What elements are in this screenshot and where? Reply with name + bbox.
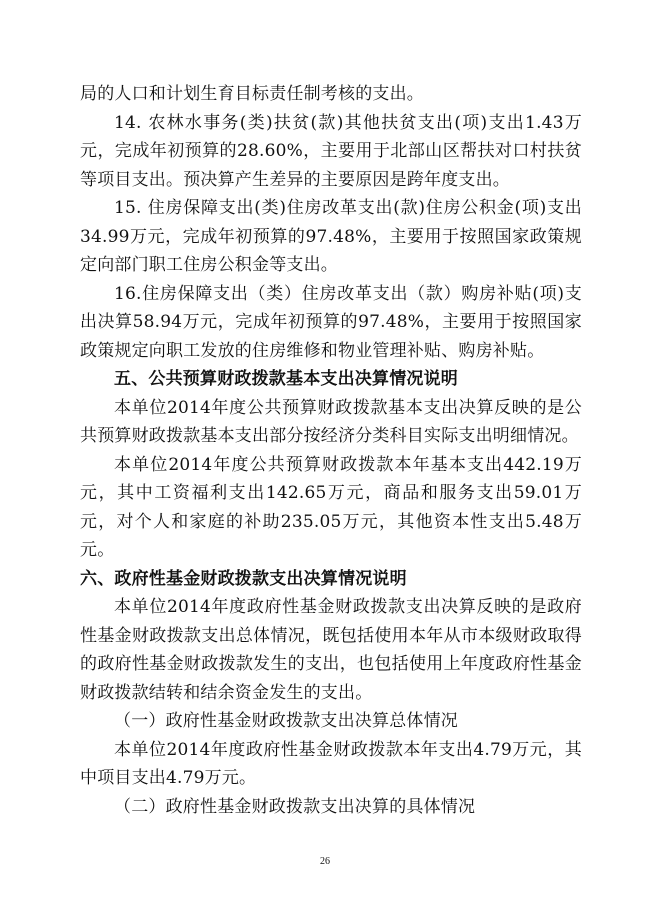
paragraph-item-14: 14. 农林水事务(类)扶贫(款)其他扶贫支出(项)支出1.43万元，完成年初预算的28.60%，主要用于北部山区帮扶对口村扶贫等项目支出。预决算产生差异的主要原因是跨年度支出。: [80, 112, 582, 190]
subsection-heading-1: （一）政府性基金财政拨款支出决算总体情况: [114, 711, 458, 731]
paragraph-item-15: 15. 住房保障支出(类)住房改革支出(款)住房公积金(项)支出34.99万元，完成年初预算的97.48%，主要用于按照国家政策规定向部门职工住房公积金等支出。: [80, 198, 582, 275]
paragraph-item-16: 16.住房保障支出（类）住房改革支出（款）购房补贴(项)支出决算58.94万元，完成年初预算的97.48%，主要用于按照国家政策规定向职工发放的住房维修和物业管理补贴、购房补贴。: [80, 283, 582, 361]
page-number: 26: [320, 856, 330, 867]
subsection-heading-2: （二）政府性基金财政拨款支出决算的具体情况: [114, 796, 476, 817]
section-heading-6: 六、政府性基金财政拨款支出决算情况说明: [80, 568, 407, 589]
section-heading-5: 五、公共预算财政拨款基本支出决算情况说明: [114, 369, 458, 389]
paragraph-continuation: 局的人口和计划生育目标责任制考核的支出。: [80, 84, 424, 104]
paragraph-fund-overview: 本单位2014年度政府性基金财政拨款支出决算反映的是政府性基金财政拨款支出总体情况，既包括使用本年从市本级财政取得的政府性基金财政拨款发生的支出，也包括使用上年度政府性基金财政拨款结转和结余资金发生的支出。: [80, 597, 582, 703]
paragraph-fund-total: 本单位2014年度政府性基金财政拨款本年支出4.79万元，其中项目支出4.79万元。: [80, 739, 582, 788]
paragraph-basic-detail: 本单位2014年度公共预算财政拨款本年基本支出442.19万元，其中工资福利支出142.65万元，商品和服务支出59.01万元，对个人和家庭的补助235.05万元，其他资本性支出5.48万元。: [80, 454, 582, 560]
paragraph-basic-overview: 本单位2014年度公共预算财政拨款基本支出决算反映的是公共预算财政拨款基本支出部分按经济分类科目实际支出明细情况。: [80, 397, 582, 446]
